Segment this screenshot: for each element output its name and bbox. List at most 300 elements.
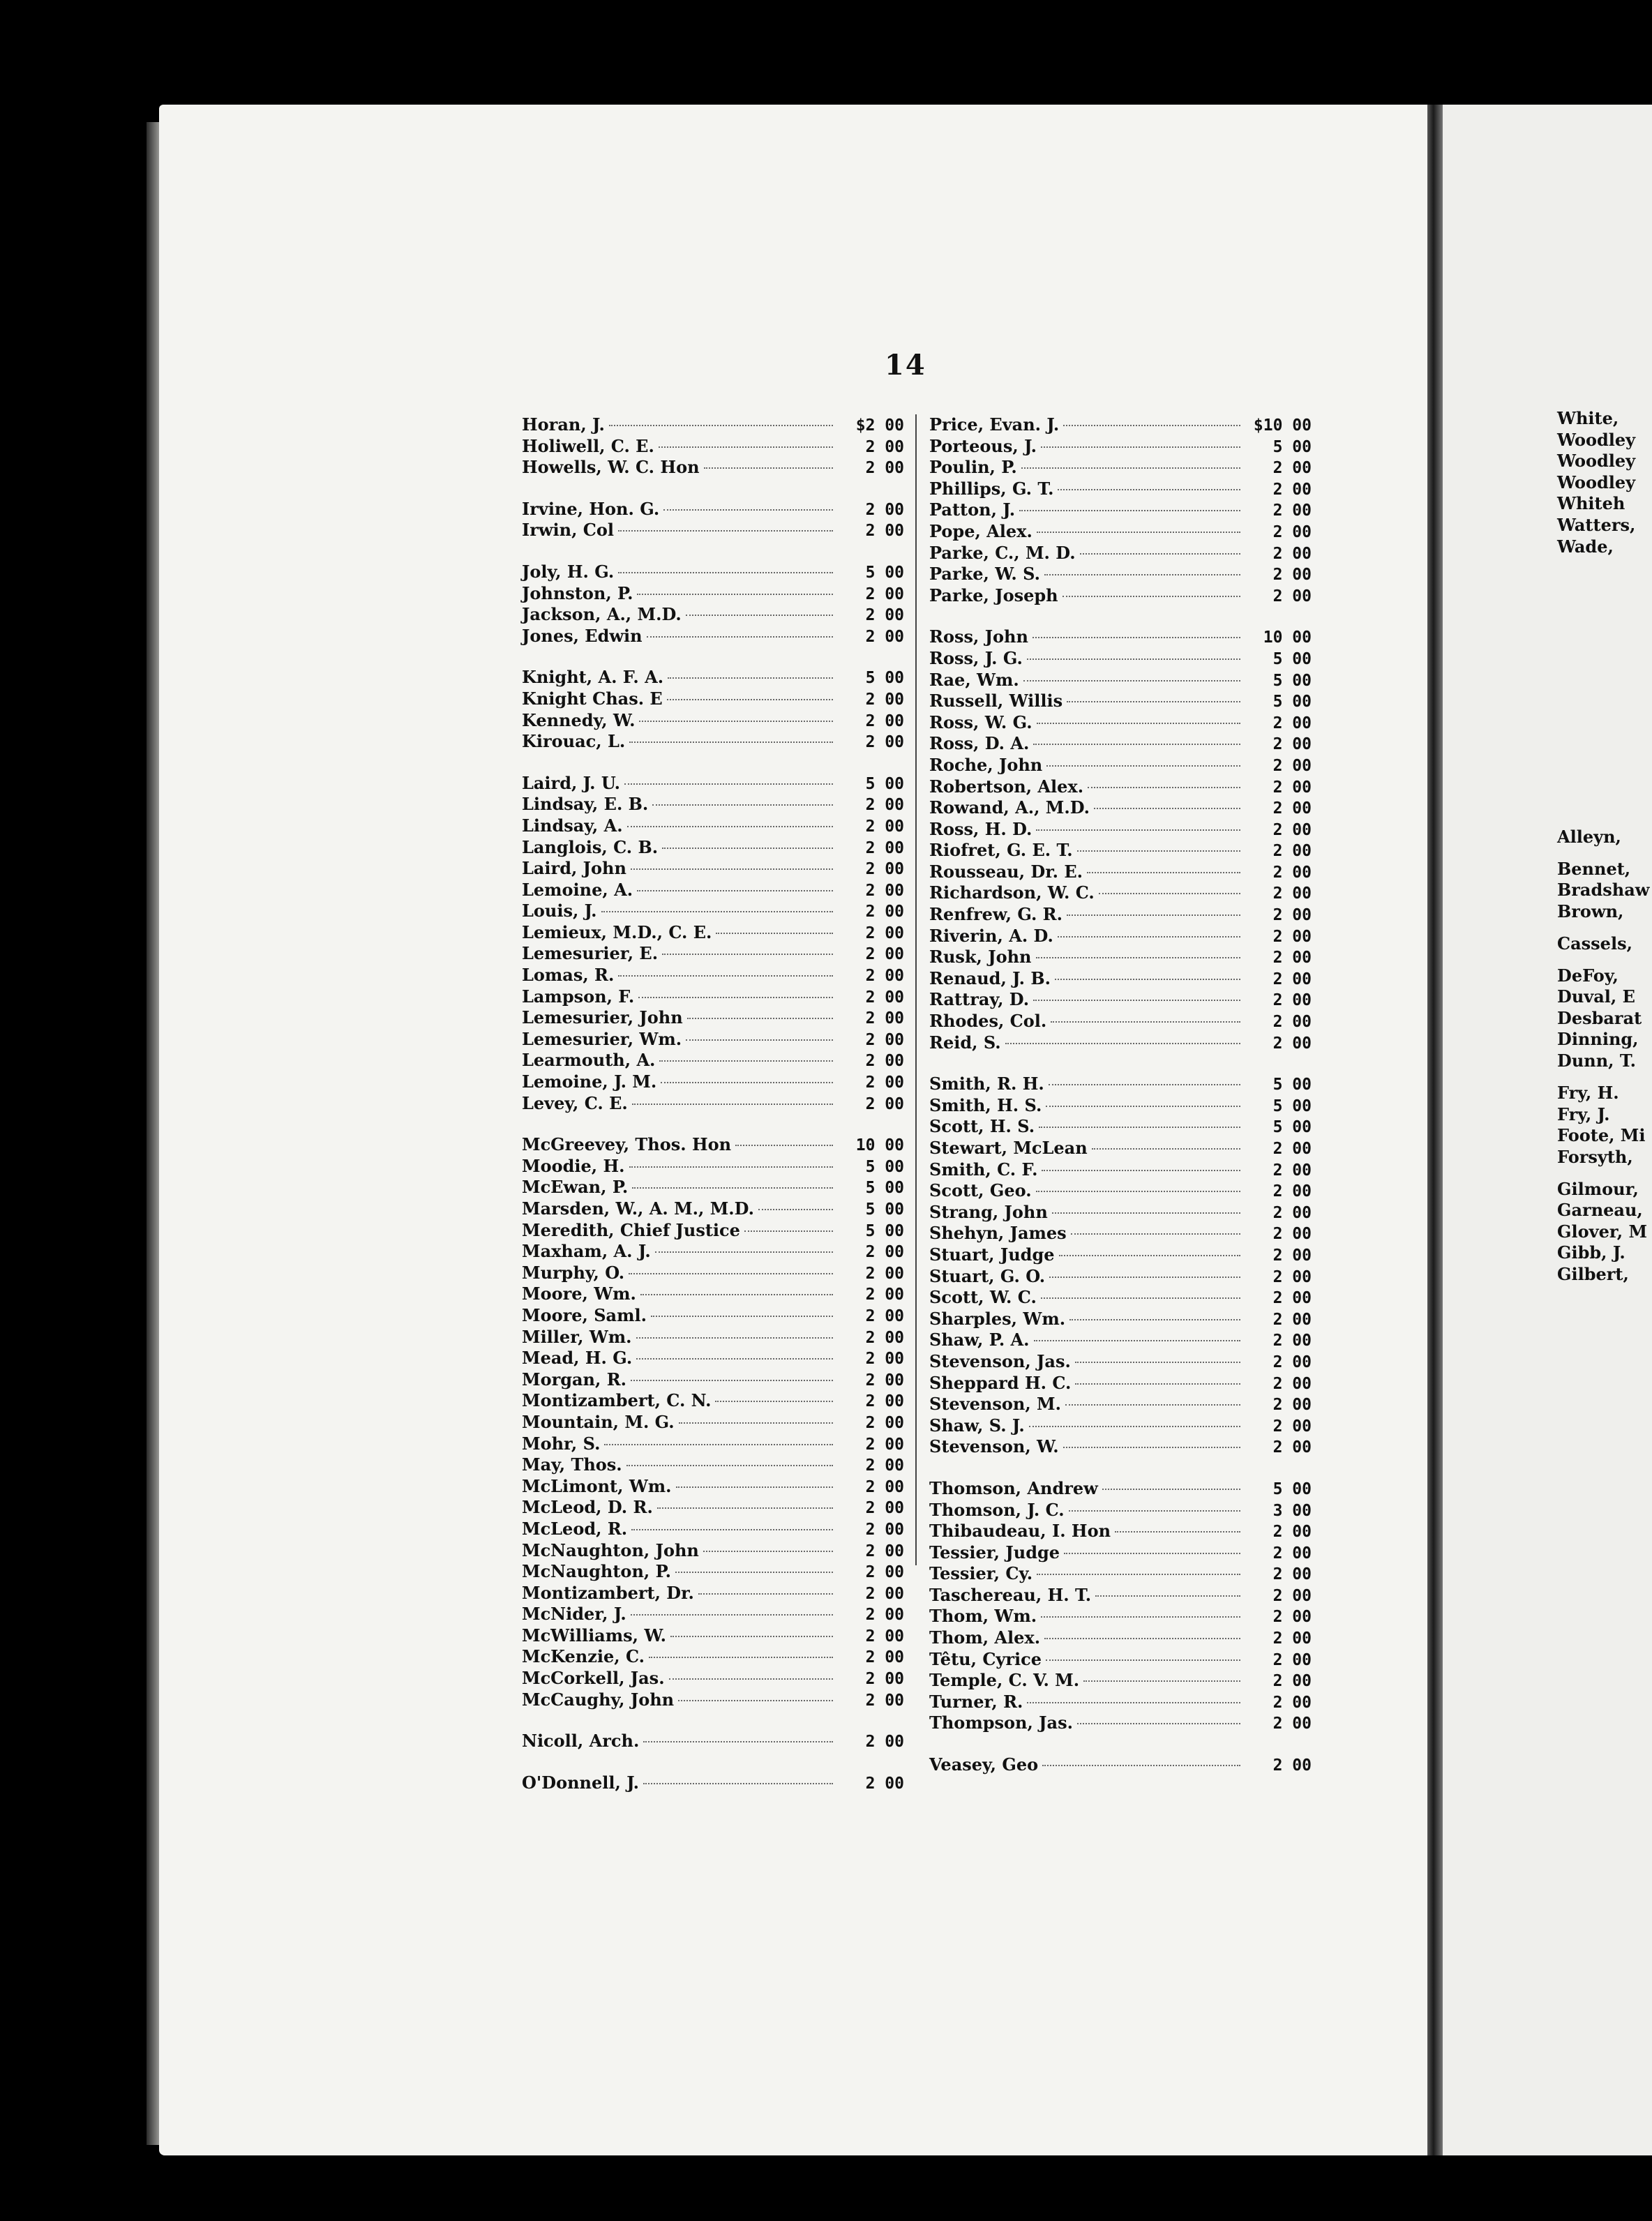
subscriber-name: Lemoine, A. [522, 879, 633, 900]
subscriber-entry [929, 1542, 1312, 1564]
subscriber-entry [522, 562, 904, 583]
subscriber-entry [522, 1497, 904, 1519]
facing-page-name: Gilmour, [1557, 1178, 1639, 1199]
subscriber-name: Laird, John [522, 858, 626, 879]
subscriber-name: Mead, H. G. [522, 1348, 633, 1369]
subscriber-name: Phillips, G. T. [929, 478, 1054, 499]
subscriber-entry [522, 1454, 904, 1476]
subscriber-name: Poulin, P. [929, 457, 1017, 478]
subscriber-name: McNaughton, John [522, 1539, 699, 1560]
subscription-amount: 5 00 [1272, 1097, 1312, 1115]
subscriber-entry [522, 986, 904, 1008]
subscription-amount: 2 00 [865, 945, 904, 964]
subscriber-entry [929, 926, 1312, 947]
page-gutter [1427, 105, 1443, 2155]
dot-leader [1059, 1255, 1241, 1256]
subscriber-name: Tessier, Judge [929, 1542, 1060, 1563]
subscriber-name: Porteous, J. [929, 435, 1037, 456]
subscriber-name: Scott, Geo. [929, 1180, 1032, 1201]
dot-leader [686, 615, 833, 616]
subscriber-name: Rousseau, Dr. E. [929, 861, 1083, 882]
subscriber-name: Robertson, Alex. [929, 776, 1084, 797]
subscriber-name: Louis, J. [522, 901, 597, 921]
subscriber-entry [929, 1649, 1312, 1671]
subscriber-entry [522, 1668, 904, 1689]
subscriber-entry [929, 1436, 1312, 1458]
subscriber-entry [929, 1138, 1312, 1159]
dot-leader [678, 1700, 833, 1701]
subscriber-name: Joly, H. G. [522, 561, 615, 582]
subscription-amount: 2 00 [865, 1477, 904, 1496]
dot-leader [631, 1614, 833, 1616]
subscriber-name: Lemesurier, E. [522, 943, 659, 964]
subscription-amount: 2 00 [1272, 714, 1312, 732]
subscriber-entry [522, 1689, 904, 1711]
subscriber-name: Irvine, Hon. G. [522, 498, 660, 519]
subscription-amount: 2 00 [865, 1030, 904, 1049]
subscription-amount: 2 00 [1272, 1246, 1312, 1265]
dot-leader [1063, 425, 1240, 426]
subscription-amount: 2 00 [865, 967, 904, 986]
subscription-amount: 5 00 [865, 1179, 904, 1198]
dot-leader [1033, 744, 1240, 745]
subscriber-name: Lemieux, M.D., C. E. [522, 921, 712, 942]
dot-leader [1044, 1638, 1240, 1639]
dot-leader [1067, 701, 1240, 702]
subscriber-name: McLeod, D. R. [522, 1497, 653, 1518]
dot-leader [1088, 787, 1240, 788]
subscription-amount: 2 00 [865, 1286, 904, 1304]
dot-leader [716, 933, 833, 934]
subscriber-entry [929, 1074, 1312, 1095]
dot-leader [1039, 1127, 1240, 1128]
dot-leader [643, 1741, 833, 1742]
subscription-amount: 2 00 [865, 817, 904, 836]
subscriber-entry [522, 1476, 904, 1498]
subscriber-name: Learmouth, A. [522, 1050, 656, 1071]
facing-page-name: Gilbert, [1557, 1264, 1629, 1285]
subscriber-entry [929, 1500, 1312, 1521]
subscription-amount: 2 00 [1272, 587, 1312, 605]
subscriber-name: Moodie, H. [522, 1155, 625, 1176]
subscriber-name: Russell, Willis [929, 691, 1063, 712]
subscriber-name: McNider, J. [522, 1604, 626, 1625]
subscriber-name: Rattray, D. [929, 989, 1030, 1010]
subscriber-entry [522, 1198, 904, 1220]
subscriber-entry [522, 688, 904, 710]
subscription-amount: 5 00 [1272, 671, 1312, 690]
facing-page-name: Gibb, J. [1557, 1242, 1625, 1263]
subscription-amount: 2 00 [1272, 842, 1312, 861]
subscriber-entry [929, 479, 1312, 500]
dot-leader [1029, 1426, 1240, 1427]
subscription-amount: 10 00 [1263, 628, 1312, 647]
subscription-amount: 5 00 [1272, 1118, 1312, 1137]
dot-leader [1023, 680, 1240, 682]
dot-leader [1102, 1489, 1240, 1490]
subscriber-entry [522, 436, 904, 458]
subscriber-name: Price, Evan. J. [929, 414, 1060, 435]
subscription-amount: 2 00 [1272, 1565, 1312, 1584]
dot-leader [1055, 979, 1240, 980]
dot-leader [643, 1783, 833, 1784]
dot-leader [629, 1166, 834, 1168]
subscriber-entry [929, 1563, 1312, 1585]
subscriber-entry [522, 1071, 904, 1093]
subscriber-name: Stevenson, W. [929, 1436, 1059, 1457]
dot-leader [1067, 914, 1240, 916]
subscription-amount: 2 00 [1272, 1608, 1312, 1627]
subscription-amount: $10 00 [1253, 416, 1312, 435]
subscription-amount: 2 00 [1272, 1417, 1312, 1436]
subscriber-name: Smith, C. F. [929, 1159, 1038, 1180]
subscriber-entry [522, 1093, 904, 1115]
facing-page-name: Dinning, [1557, 1029, 1639, 1050]
subscriber-name: Thompson, Jas. [929, 1712, 1073, 1733]
subscription-amount: $2 00 [855, 416, 904, 435]
dot-leader [686, 1039, 833, 1041]
subscriber-entry [522, 1412, 904, 1433]
dot-leader [1094, 808, 1240, 809]
dot-leader [1034, 1340, 1240, 1341]
dot-leader [662, 848, 833, 849]
subscriber-name: Roche, John [929, 754, 1043, 775]
facing-page-name: Fry, J. [1557, 1104, 1610, 1124]
subscriber-entry [929, 499, 1312, 521]
subscription-amount: 5 00 [865, 774, 904, 793]
subscription-amount: 2 00 [1272, 1756, 1312, 1775]
dot-leader [704, 467, 833, 469]
dot-leader [1044, 574, 1240, 575]
dot-leader [601, 911, 833, 912]
subscription-amount: 5 00 [865, 563, 904, 582]
dot-leader [632, 1187, 833, 1189]
dot-leader [637, 594, 833, 595]
subscriber-name: Scott, W. C. [929, 1287, 1037, 1308]
facing-page-name: White, [1557, 408, 1619, 428]
subscriber-name: Ross, J. G. [929, 647, 1023, 668]
subscriber-name: O'Donnell, J. [522, 1772, 640, 1793]
dot-leader [1019, 510, 1240, 511]
subscription-amount: 2 00 [1272, 884, 1312, 903]
dot-leader [1049, 1084, 1240, 1085]
subscriber-entry [929, 564, 1312, 585]
dot-leader [1041, 446, 1240, 448]
facing-page-name: Desbarat [1557, 1007, 1642, 1028]
facing-page-names [1557, 408, 1650, 1329]
subscription-amount: 5 00 [1272, 649, 1312, 668]
facing-page-name: Whiteh [1557, 493, 1625, 514]
subscriber-name: Jones, Edwin [522, 625, 643, 646]
facing-page-name: Garneau, [1557, 1200, 1643, 1221]
subscription-amount: 2 00 [865, 924, 904, 942]
subscriber-entry [929, 840, 1312, 861]
subscriber-entry [522, 1177, 904, 1198]
subscriber-name: Têtu, Cyrice [929, 1648, 1042, 1669]
subscriber-name: Ross, John [929, 626, 1028, 647]
subscriber-entry [522, 794, 904, 815]
subscription-amount: 2 00 [865, 1691, 904, 1710]
subscriber-entry [929, 1309, 1312, 1330]
subscriber-name: Pope, Alex. [929, 520, 1032, 541]
subscription-amount: 3 00 [1272, 1501, 1312, 1520]
subscription-amount: 2 00 [865, 796, 904, 815]
dot-leader [667, 699, 833, 700]
subscriber-name: Lemesurier, Wm. [522, 1028, 682, 1049]
subscriber-entry [929, 1415, 1312, 1437]
dot-leader [1046, 1106, 1240, 1107]
subscriber-name: McWilliams, W. [522, 1625, 666, 1646]
dot-leader [609, 425, 833, 426]
subscriber-name: Rhodes, Col. [929, 1011, 1047, 1032]
subscription-amount: 2 00 [865, 1627, 904, 1646]
dot-leader [651, 1316, 833, 1317]
subscriber-entry [522, 1305, 904, 1327]
subscription-amount: 2 00 [865, 690, 904, 709]
facing-page-name: Bennet, [1557, 858, 1631, 879]
dot-leader [659, 446, 833, 448]
subscriber-entry [522, 1369, 904, 1391]
subscriber-entry [929, 1712, 1312, 1734]
subscriber-entry [522, 457, 904, 479]
subscription-amount: 2 00 [865, 627, 904, 646]
subscriber-entry [522, 773, 904, 795]
dot-leader [1092, 1148, 1240, 1150]
dot-leader [624, 783, 833, 785]
subscription-amount: 2 00 [1272, 1523, 1312, 1542]
dot-leader [631, 1380, 833, 1381]
subscriber-name: Parke, W. S. [929, 564, 1040, 585]
subscriber-entry [929, 691, 1312, 712]
dot-leader [1063, 1447, 1240, 1448]
subscriber-entry [522, 943, 904, 965]
subscriber-name: Thibaudeau, I. Hon [929, 1521, 1111, 1542]
subscriber-entry [929, 819, 1312, 841]
subscriber-entry [522, 1348, 904, 1369]
dot-leader [1075, 1383, 1240, 1385]
subscriber-name: Lindsay, A. [522, 815, 623, 836]
subscriber-name: McLimont, Wm. [522, 1475, 672, 1496]
subscriber-entry [929, 1478, 1312, 1500]
subscriber-name: Ross, D. A. [929, 733, 1030, 754]
subscriber-name: Shaw, P. A. [929, 1330, 1030, 1350]
subscription-amount: 2 00 [865, 1499, 904, 1518]
subscriber-entry [929, 1692, 1312, 1713]
subscriber-entry [522, 414, 904, 436]
subscription-amount: 5 00 [1272, 1076, 1312, 1094]
dot-leader [632, 1104, 833, 1105]
dot-leader [1058, 489, 1240, 490]
subscriber-name: Meredith, Chief Justice [522, 1219, 740, 1240]
subscriber-list-left [522, 414, 904, 1793]
subscriber-name: Strang, John [929, 1201, 1048, 1222]
subscriber-entry [929, 904, 1312, 926]
dot-leader [687, 1018, 833, 1019]
subscription-amount: 2 00 [865, 712, 904, 730]
dot-leader [631, 868, 833, 870]
subscription-amount: 2 00 [865, 838, 904, 857]
subscription-amount: 2 00 [1272, 566, 1312, 585]
subscriber-name: Rusk, John [929, 947, 1032, 968]
subscriber-entry [929, 457, 1312, 479]
subscriber-entry [929, 1606, 1312, 1627]
dot-leader [1069, 1319, 1240, 1320]
subscription-amount: 2 00 [865, 733, 904, 752]
dot-leader [1077, 850, 1240, 852]
subscriber-entry [522, 1433, 904, 1455]
dot-leader [668, 677, 833, 679]
subscriber-name: Renfrew, G. R. [929, 904, 1062, 925]
subscriber-entry [522, 1519, 904, 1540]
subscription-amount: 2 00 [1272, 1693, 1312, 1712]
subscription-amount: 2 00 [1272, 459, 1312, 478]
subscriber-entry [522, 499, 904, 520]
subscriber-name: Renaud, J. B. [929, 968, 1051, 988]
dot-leader [652, 804, 833, 806]
dot-leader [1087, 872, 1240, 873]
subscriber-name: Lampson, F. [522, 986, 635, 1007]
subscriber-name: Johnston, P. [522, 582, 633, 603]
subscriber-name: Kirouac, L. [522, 731, 626, 752]
subscriber-name: Mohr, S. [522, 1433, 601, 1454]
subscriber-entry [522, 1241, 904, 1263]
dot-leader [758, 1209, 833, 1210]
subscriber-entry [929, 1627, 1312, 1649]
subscription-amount: 2 00 [865, 1435, 904, 1454]
subscriber-entry [522, 837, 904, 859]
dot-leader [1036, 957, 1240, 958]
subscription-amount: 2 00 [865, 459, 904, 478]
subscription-amount: 2 00 [865, 881, 904, 900]
subscriber-name: Montizambert, Dr. [522, 1582, 694, 1603]
subscriber-name: Stewart, McLean [929, 1138, 1088, 1158]
subscription-amount: 2 00 [865, 903, 904, 921]
subscriber-entry [929, 1223, 1312, 1244]
subscription-amount: 2 00 [1272, 1544, 1312, 1563]
subscription-amount: 2 00 [1272, 1438, 1312, 1457]
subscriber-entry [929, 1394, 1312, 1415]
subscriber-entry [522, 1772, 904, 1794]
dot-leader [675, 1572, 833, 1573]
subscriber-entry [929, 670, 1312, 691]
subscriber-name: McCaughy, John [522, 1689, 675, 1710]
subscriber-name: Kennedy, W. [522, 709, 636, 730]
subscriber-name: Irwin, Col [522, 520, 615, 541]
subscription-amount: 2 00 [1272, 502, 1312, 520]
dot-leader [1027, 658, 1240, 660]
subscriber-entry [929, 1351, 1312, 1373]
subscriber-entry [522, 1283, 904, 1305]
facing-page-name: Duval, E [1557, 986, 1635, 1007]
subscriber-name: Lindsay, E. B. [522, 794, 649, 815]
subscriber-name: Stevenson, M. [929, 1394, 1061, 1415]
dot-leader [1005, 1043, 1240, 1044]
subscriber-entry [522, 667, 904, 688]
subscriber-entry [522, 1029, 904, 1051]
subscriber-name: Miller, Wm. [522, 1326, 632, 1347]
dot-leader [661, 1082, 833, 1083]
dot-leader [679, 1422, 833, 1424]
subscriber-name: Smith, H. S. [929, 1094, 1042, 1115]
subscriber-entry [522, 1604, 904, 1625]
subscription-amount: 2 00 [865, 1648, 904, 1667]
subscriber-entry [929, 585, 1312, 607]
dot-leader [698, 1593, 833, 1595]
subscriber-entry [929, 1244, 1312, 1266]
subscription-amount: 2 00 [865, 1350, 904, 1369]
dot-leader [629, 741, 833, 743]
subscriber-entry [929, 1373, 1312, 1394]
dot-leader [1069, 1510, 1240, 1512]
subscription-amount: 2 00 [1272, 1586, 1312, 1605]
column-divider [915, 414, 917, 1565]
subscriber-name: Richardson, W. C. [929, 882, 1095, 903]
dot-leader [662, 954, 833, 955]
dot-leader [1041, 1616, 1240, 1618]
subscriber-name: Taschereau, H. T. [929, 1584, 1092, 1605]
subscriber-name: Jackson, A., M.D. [522, 604, 682, 625]
subscriber-entry [929, 947, 1312, 968]
subscriber-name: Moore, Saml. [522, 1304, 647, 1325]
subscription-amount: 2 00 [1272, 1650, 1312, 1669]
subscriber-entry [522, 1731, 904, 1752]
subscription-amount: 2 00 [1272, 927, 1312, 946]
dot-leader [637, 890, 833, 891]
subscriber-entry [522, 710, 904, 732]
subscription-amount: 2 00 [1272, 1203, 1312, 1222]
dot-leader [640, 1294, 833, 1295]
subscription-amount: 5 00 [1272, 437, 1312, 456]
dot-leader [1032, 637, 1240, 638]
subscriber-entry [929, 968, 1312, 990]
subscriber-entry [929, 1159, 1312, 1181]
subscriber-name: Rowand, A., M.D. [929, 797, 1090, 818]
dot-leader [1115, 1531, 1240, 1533]
dot-leader [670, 1636, 833, 1637]
dot-leader [639, 721, 833, 722]
subscriber-name: Knight Chas. E [522, 688, 663, 709]
facing-page-name: Forsyth, [1557, 1146, 1633, 1167]
subscriber-entry [522, 583, 904, 605]
subscription-amount: 2 00 [1272, 949, 1312, 968]
subscription-amount: 2 00 [865, 1009, 904, 1028]
dot-leader [1062, 596, 1240, 597]
subscription-amount: 2 00 [865, 1392, 904, 1411]
subscriber-name: Levey, C. E. [522, 1092, 628, 1113]
facing-page-name: Woodley [1557, 429, 1636, 450]
subscription-amount: 2 00 [865, 1328, 904, 1347]
dot-leader [604, 1444, 833, 1445]
subscription-amount: 2 00 [865, 1413, 904, 1432]
subscriber-entry [929, 414, 1312, 436]
subscriber-entry [522, 815, 904, 837]
subscriber-name: Tessier, Cy. [929, 1563, 1033, 1584]
subscriber-entry [522, 1263, 904, 1284]
subscriber-entry [522, 1156, 904, 1177]
subscriber-entry [522, 965, 904, 986]
facing-page-name: Woodley [1557, 451, 1636, 472]
subscriber-name: May, Thos. [522, 1454, 622, 1475]
facing-page-name: Woodley [1557, 472, 1636, 492]
subscriber-entry [522, 604, 904, 626]
dot-leader [1065, 1404, 1240, 1406]
subscriber-entry [522, 1327, 904, 1348]
subscriber-name: Stuart, Judge [929, 1244, 1055, 1265]
dot-leader [618, 975, 833, 977]
subscriber-entry [522, 901, 904, 922]
subscription-amount: 2 00 [1272, 820, 1312, 839]
dot-leader [1095, 1595, 1240, 1597]
